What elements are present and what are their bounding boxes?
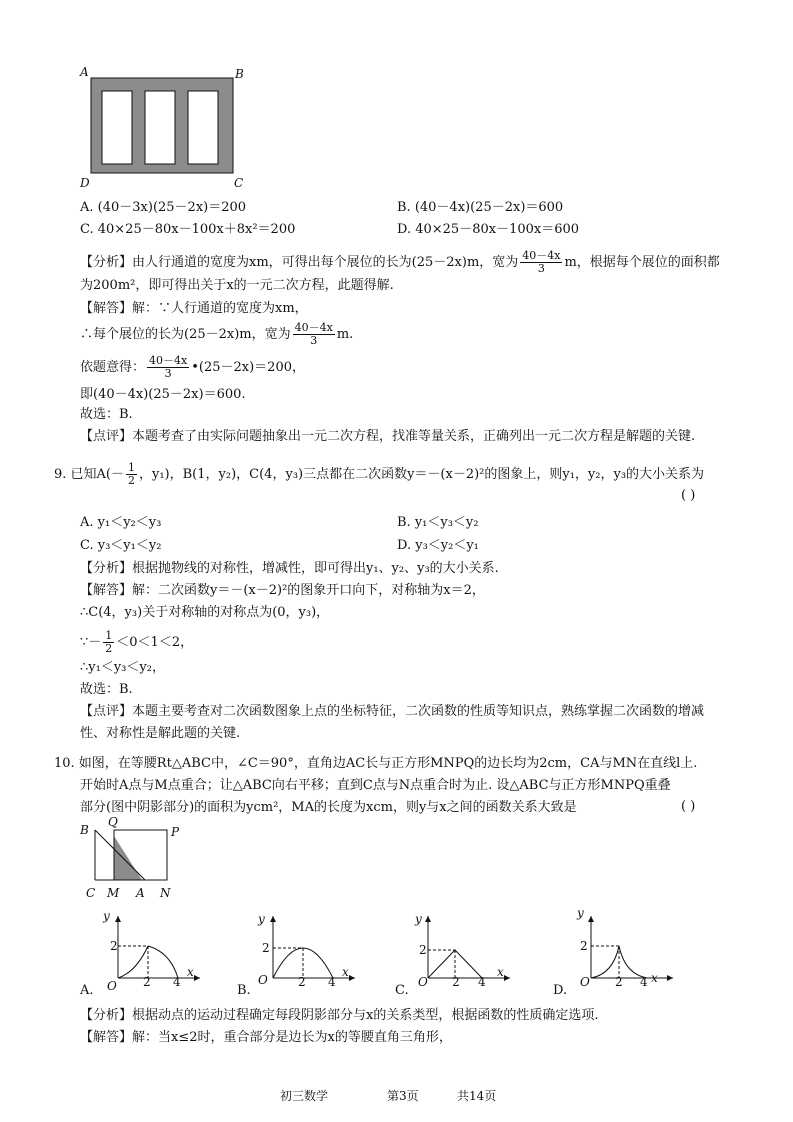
fraction: [103, 630, 114, 655]
q8-analysis-text: 【分析】由人行通道的宽度为xm，可得出每个展位的长为(25－2x)m，宽为: [80, 255, 519, 270]
denominator: 3: [310, 334, 318, 347]
graph-a-letter: A.: [80, 983, 94, 998]
q8-comment: 【点评】本题考查了由实际问题抽象出一元二次方程，找准等量关系，正确列出一元二次方程是解题的关键.: [80, 429, 696, 444]
q9-option-b: B. y₁＜y₃＜y₂: [397, 515, 479, 530]
denominator: 3: [164, 367, 172, 380]
q8-solution-text-end: •(25－2x)＝200，: [191, 360, 305, 375]
q9-solution-text-end: ＜0＜1＜2，: [116, 635, 194, 650]
q8-solution-text-end: m.: [336, 327, 354, 342]
q9-stem-text-end: ，y₁)，B(1，y₂)，C(4，y₃)三点都在二次函数y＝－(x－2)²的图象上，则y₁，y₂，y₃的大小关系为: [139, 467, 705, 482]
label-c: C: [86, 886, 96, 900]
graph-d-x-label: x: [651, 971, 658, 985]
q10-answer-paren: ( ): [681, 799, 696, 814]
graph-c-value-2: 2: [419, 943, 427, 957]
label-q: Q: [108, 815, 118, 829]
q8-solution-line1: 【解答】解：∵人行通道的宽度为xm，: [80, 301, 308, 316]
graph-a-origin: O: [107, 979, 117, 993]
graph-a-value-2: 2: [110, 939, 118, 953]
q8-solution-line3: [80, 355, 305, 380]
graph-b-letter: B.: [237, 983, 251, 998]
q8-option-a: A. (40－3x)(25－2x)＝200: [80, 200, 247, 215]
label-a: A: [136, 886, 145, 900]
footer-page: 第3页: [387, 1089, 419, 1103]
denominator: 2: [128, 474, 135, 487]
footer-subject: 初三数学: [280, 1089, 329, 1103]
graph-a-tick-2: 2: [143, 975, 151, 989]
q10-stem-line2: 开始时A点与M点重合；让△ABC向右平移；直到C点与N点重合时为止. 设△ABC与正方形MNPQ重叠: [80, 778, 671, 793]
fraction: [147, 355, 189, 380]
q9-analysis: 【分析】根据抛物线的对称性，增减性，即可得出y₁、y₂、y₃的大小关系.: [80, 561, 499, 576]
q9-option-a: A. y₁＜y₂＜y₃: [80, 515, 162, 530]
graph-c-letter: C.: [395, 983, 409, 998]
graph-d-origin: O: [580, 975, 590, 989]
q8-analysis-line2: 为200m²，即可得出关于x的一元二次方程，此题得解.: [80, 278, 394, 293]
graph-c-origin: O: [418, 975, 428, 989]
graph-b-tick-2: 2: [298, 975, 306, 989]
q9-option-d: D. y₃＜y₂＜y₁: [397, 538, 479, 553]
graph-d-tick-2: 2: [615, 975, 623, 989]
graph-b-tick-4: 4: [328, 975, 336, 989]
q9-solution-line2: ∴C(4，y₃)关于对称轴的对称点为(0，y₃)，: [80, 605, 330, 620]
footer-total: 共14页: [457, 1089, 497, 1103]
graph-a-y-label: y: [103, 909, 110, 923]
q8-solution-line5: 故选：B.: [80, 407, 133, 422]
fraction: [293, 322, 335, 347]
exhibition-diagram: [80, 68, 255, 192]
q9-solution-text: ∵－: [80, 635, 102, 650]
q9-answer-paren: ( ): [681, 488, 696, 503]
q9-option-c: C. y₃＜y₁＜y₂: [80, 538, 162, 553]
q8-solution-text: ∴每个展位的长为(25－2x)m，宽为: [80, 327, 291, 342]
denominator: 3: [537, 262, 545, 275]
q8-solution-line4: 即(40－4x)(25－2x)＝600.: [80, 387, 246, 402]
q9-comment-line1: 【点评】本题主要考查对二次函数图象上点的坐标特征，二次函数的性质等知识点，熟练掌握二次函数的增减: [80, 704, 705, 719]
q8-option-c: C. 40×25－80x－100x＋8x²＝200: [80, 222, 296, 237]
graph-d-y-label: y: [577, 906, 584, 920]
q10-stem-line3: 部分(图中阴影部分)的面积为ycm²，MA的长度为xcm，则y与x之间的函数关系大致是: [80, 800, 577, 815]
q10-solution-line1: 【解答】解：当x≤2时，重合部分是边长为x的等腰直角三角形，: [80, 1030, 452, 1045]
graph-b-y-label: y: [258, 912, 265, 926]
fraction: [520, 250, 562, 275]
label-n: N: [160, 886, 171, 900]
graph-a-tick-4: 4: [173, 975, 181, 989]
q8-solution-line2: [80, 322, 353, 347]
graph-b-value-2: 2: [262, 941, 270, 955]
label-c: C: [234, 176, 244, 190]
graph-a-x-label: x: [187, 965, 194, 979]
triangle-square-diagram: [85, 820, 185, 890]
q8-option-b: B. (40－4x)(25－2x)＝600: [397, 200, 564, 215]
q8-solution-text: 依题意得：: [80, 360, 146, 375]
fraction: [126, 462, 137, 487]
graph-c-y-label: y: [415, 912, 422, 926]
numerator: 1: [128, 461, 135, 474]
label-m: M: [107, 886, 120, 900]
numerator: 1: [105, 629, 113, 642]
graph-b-origin: O: [258, 973, 268, 987]
q8-analysis-text-end: m，根据每个展位的面积都: [564, 255, 720, 270]
graph-c-tick-2: 2: [452, 975, 460, 989]
q9-solution-line1: 【解答】解：二次函数y＝－(x－2)²的图象开口向下，对称轴为x＝2，: [80, 583, 485, 598]
q10-stem-line1: 10. 如图，在等腰Rt△ABC中，∠C＝90°，直角边AC长与正方形MNPQ的边长均为2cm，CA与MN在直线l上.: [54, 756, 698, 771]
q9-stem: [54, 462, 704, 487]
label-b: B: [80, 823, 89, 837]
graph-d-value-2: 2: [580, 939, 588, 953]
q9-comment-line2: 性、对称性是解此题的关键.: [80, 726, 241, 741]
numerator: 40－4x: [149, 354, 188, 367]
label-a: A: [80, 65, 89, 79]
q9-solution-line3: [80, 630, 193, 655]
graph-c-tick-4: 4: [478, 975, 486, 989]
q8-option-d: D. 40×25－80x－100x＝600: [397, 222, 580, 237]
label-p: P: [171, 825, 180, 839]
numerator: 40－4x: [294, 321, 333, 334]
q9-stem-text: 9. 已知A(－: [54, 467, 124, 482]
q9-solution-line5: 故选：B.: [80, 682, 133, 697]
graph-d-tick-4: 4: [640, 975, 648, 989]
numerator: 40－4x: [522, 249, 561, 262]
label-d: D: [80, 176, 90, 190]
denominator: 2: [105, 642, 113, 655]
q8-analysis-line1: [80, 250, 720, 275]
graph-d-letter: D.: [553, 983, 568, 998]
graph-c-x-label: x: [497, 965, 504, 979]
graph-b-x-label: x: [342, 965, 349, 979]
label-b: B: [235, 67, 244, 81]
q9-solution-line4: ∴y₁＜y₃＜y₂，: [80, 660, 165, 675]
q10-analysis: 【分析】根据动点的运动过程确定每段阴影部分与x的关系类型，根据函数的性质确定选项.: [80, 1008, 599, 1023]
